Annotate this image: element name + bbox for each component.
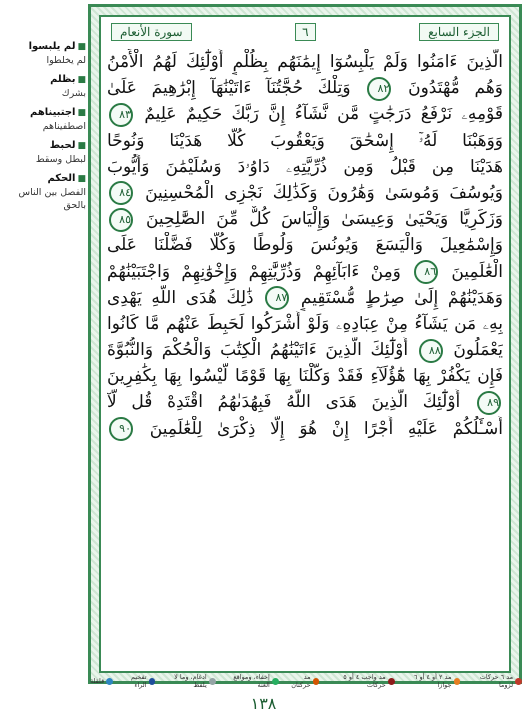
note-meaning: اصطفيناهم xyxy=(42,121,86,132)
margin-note xyxy=(4,172,86,212)
note-word: ■ لم يلبسوا xyxy=(4,40,86,54)
page-header xyxy=(111,21,499,43)
text-line: ٨٩ أُوْلَٰٓئِكَ الَّذِينَ هَدَى اللَّهُ فَبِهُدَىٰهُمُ اقْتَدِهْ قُل لَّآ xyxy=(107,389,503,415)
surah-name: سورة الأنعام xyxy=(111,23,192,41)
ayah-number-marker: ٩٠ xyxy=(109,417,133,441)
legend-color-dot xyxy=(209,678,216,685)
text-line: فَإِن يَكْفُرْ بِهَا هَٰٓؤُلَآءِ فَقَدْ وَكَّلْنَا بِهَا قَوْمًا لَّيْسُوا بِهَا بِكَٰفِرِينَ xyxy=(107,366,503,387)
legend-color-dot xyxy=(454,678,461,685)
hizb-number: ٦ xyxy=(295,23,315,41)
note-word: ■ اجتبيناهم xyxy=(4,106,86,120)
legend-color-dot xyxy=(272,678,279,685)
ayah-number-marker: ٨٩ xyxy=(477,391,501,415)
legend-item xyxy=(117,668,155,694)
text-line: وَهُم مُّهْتَدُونَ ٨٢ وَتِلْكَ حُجَّتُنَآ ءَاتَيْنَٰهَآ إِبْرَٰهِيمَ عَلَىٰ xyxy=(107,75,503,101)
ayah-number-marker: ٨٣ xyxy=(109,103,133,127)
legend-item xyxy=(399,668,461,694)
text-line: يَعْمَلُونَ ٨٨ أُوْلَٰٓئِكَ الَّذِينَ ءَاتَيْنَٰهُمُ الْكِتَٰبَ وَالْحُكْمَ وَالنُّبُوَّةَ xyxy=(107,337,503,363)
text-line: قَوْمِهِۦ نَرْفَعُ دَرَجَٰتٍ مَّن نَّشَآءُ إِنَّ رَبَّكَ حَكِيمٌ عَلِيمٌ ٨٣ xyxy=(107,101,503,127)
note-word: ■ الحكم xyxy=(4,172,86,186)
text-line: وَهَدَيْنَٰهُمْ إِلَىٰ صِرَٰطٍ مُّسْتَقِيمٍ ٨٧ ذَٰلِكَ هُدَى اللَّهِ يَهْدِى xyxy=(107,285,503,311)
legend-item xyxy=(220,668,279,694)
legend-item xyxy=(159,668,215,694)
page-number: ١٣٨ xyxy=(250,694,277,713)
legend-label: إخفاء، ومواقع الغنة xyxy=(233,673,270,689)
margin-note xyxy=(4,40,86,67)
legend-item xyxy=(464,668,522,694)
text-line: وَإِسْمَٰعِيلَ وَالْيَسَعَ وَيُونُسَ وَلُوطًا وَكُلًّا فَضَّلْنَا عَلَى xyxy=(107,235,503,256)
margin-glossary xyxy=(4,40,86,218)
legend-label: ادغام، وما لا يلفظ xyxy=(174,673,207,689)
text-line: أَسْـَٔلُكُمْ عَلَيْهِ أَجْرًا إِنْ هُوَ إِلَّا ذِكْرَىٰ لِلْعَٰلَمِينَ ٩٠ xyxy=(107,416,503,442)
note-meaning: لم يخلطوا xyxy=(46,55,86,66)
quran-text xyxy=(107,49,503,667)
legend-color-dot xyxy=(106,678,113,685)
legend-label: قلقلة xyxy=(90,677,105,685)
note-word: ■ بظلم xyxy=(4,73,86,87)
text-line: وَيُوسُفَ وَمُوسَىٰ وَهَٰرُونَ وَكَذَٰلِكَ نَجْزِى الْمُحْسِنِينَ ٨٤ xyxy=(107,180,503,206)
text-line: وَزَكَرِيَّا وَيَحْيَىٰ وَعِيسَىٰ وَإِلْيَاسَ كُلٌّ مِّنَ الصَّٰلِحِينَ ٨٥ xyxy=(107,206,503,232)
ayah-number-marker: ٨٦ xyxy=(414,260,438,284)
legend-label: مد حركتان xyxy=(291,673,311,689)
text-line: هَدَيْنَا مِن قَبْلُ وَمِن ذُرِّيَّتِهِۦ دَاوُۥدَ وَسُلَيْمَٰنَ وَأَيُّوبَ xyxy=(107,156,503,177)
ayah-number-marker: ٨٧ xyxy=(265,286,289,310)
tajweed-legend xyxy=(90,668,522,694)
text-line: الَّذِينَ ءَامَنُوا وَلَمْ يَلْبِسُوٓا إِيمَٰنَهُم بِظُلْمٍ أُوْلَٰٓئِكَ لَهُمُ الْأَمْنُ xyxy=(107,52,503,72)
note-meaning: لبطل وسقط xyxy=(35,154,86,165)
legend-color-dot xyxy=(313,678,320,685)
legend-color-dot xyxy=(515,678,522,685)
legend-label: مد ٦ حركات لزوما xyxy=(479,673,514,689)
text-line: بِهِۦ مَن يَشَآءُ مِنْ عِبَادِهِۦ وَلَوْ أَشْرَكُوا لَحَبِطَ عَنْهُم مَّا كَانُوا xyxy=(107,313,503,334)
legend-label: مد واجب ٤ أو ٥ حركات xyxy=(343,673,386,689)
text-line: وَوَهَبْنَا لَهُۥٓ إِسْحَٰقَ وَيَعْقُوبَ كُلًّا هَدَيْنَا وَنُوحًا xyxy=(107,130,503,151)
margin-note xyxy=(4,106,86,133)
note-meaning: الفصل بين الناس بالحق xyxy=(18,187,86,211)
note-word: ■ لحبط xyxy=(4,139,86,153)
ayah-number-marker: ٨٢ xyxy=(367,77,391,101)
page-body xyxy=(99,15,511,673)
juz-label: الجزء السابع xyxy=(419,23,499,41)
legend-color-dot xyxy=(149,678,156,685)
margin-note xyxy=(4,73,86,100)
ayah-number-marker: ٨٨ xyxy=(419,339,443,363)
text-line: الْعَٰلَمِينَ ٨٦ وَمِنْ ءَابَآئِهِمْ وَذُرِّيَّٰتِهِمْ وَإِخْوَٰنِهِمْ وَاجْتَبَيْنَٰهُمْ xyxy=(107,259,503,285)
legend-label: تفخيم الراء xyxy=(130,673,147,689)
legend-item xyxy=(283,668,320,694)
ayah-number-marker: ٨٥ xyxy=(109,208,133,232)
page-frame xyxy=(88,4,522,684)
ayah-number-marker: ٨٤ xyxy=(109,181,133,205)
legend-item xyxy=(323,668,394,694)
legend-item xyxy=(90,668,113,694)
margin-note xyxy=(4,139,86,166)
legend-label: مد ٢ أو ٤ أو ٦ جوازا xyxy=(413,673,452,689)
note-meaning: بشرك xyxy=(61,88,86,99)
legend-color-dot xyxy=(388,678,395,685)
